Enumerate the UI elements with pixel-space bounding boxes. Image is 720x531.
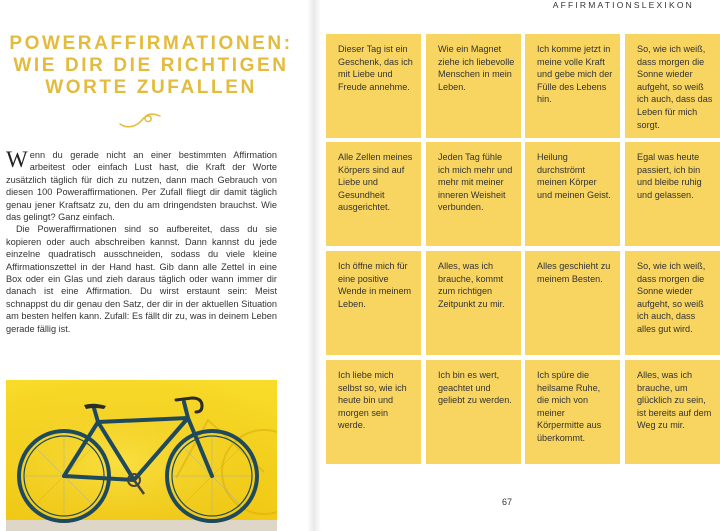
affirmation-card: Ich öffne mich für eine positive Wende in meinem Leben.	[326, 251, 421, 355]
affirmation-card: So, wie ich weiß, dass morgen die Sonne wieder aufgeht, so weiß ich auch, dass alles gut wird.	[625, 251, 720, 355]
affirmation-card: Heilung durchströmt meinen Körper und meinen Geist.	[525, 142, 620, 246]
affirmation-card: Ich bin es wert, geachtet und geliebt zu werden.	[426, 360, 521, 464]
book-spine	[307, 0, 321, 531]
affirmation-grid	[326, 34, 720, 464]
affirmation-card: Ich spüre die heilsame Ruhe, die mich von meiner Körpermitte aus überkommt.	[525, 360, 620, 464]
heading-line: WIE DIR DIE RICHTIGEN	[13, 55, 289, 76]
bicycle-photo	[6, 380, 277, 531]
heading-line: WORTE ZUFALLEN	[45, 77, 257, 98]
page-number: 67	[502, 497, 513, 507]
affirmation-card: Alles geschieht zu meinem Besten.	[525, 251, 620, 355]
paragraph-1	[6, 149, 277, 223]
paragraph-1-text: enn du gerade nicht an einer bestimmten Affirmation arbeitest oder einfach Lust hast, die Kraft der Worte zusätzlich täglich für dich zu nutzen, dann mach Gebrauch von diesen 100 Poweraffirmationen. Per Zufall fliegt dir damit täglich genau jener Kraftsatz zu, den du am dringendsten brauchst. Wie das gelingt? Ganz einfach.	[6, 150, 277, 223]
affirmation-card: Egal was heute passiert, ich bin und bleibe ruhig und gelassen.	[625, 142, 720, 246]
affirmation-card: Ich komme jetzt in meine volle Kraft und gebe mich der Fülle des Lebens hin.	[525, 34, 620, 138]
running-header: AFFIRMATIONSLEXIKON	[552, 0, 694, 10]
dropcap: W	[6, 147, 28, 172]
affirmation-card: Alle Zellen meines Körpers sind auf Liebe und Gesundheit ausgerichtet.	[326, 142, 421, 246]
affirmation-card: So, wie ich weiß, dass morgen die Sonne wieder aufgeht, so weiß ich auch, dass das Leben für mich sorgt.	[625, 34, 720, 138]
affirmation-card: Ich liebe mich selbst so, wie ich heute bin und morgen sein werde.	[326, 360, 421, 464]
affirmation-card: Alles, was ich brauche, um glücklich zu sein, ist bereits auf dem Weg zu mir.	[625, 360, 720, 464]
body-text	[6, 149, 277, 335]
decorative-swash-icon	[118, 110, 162, 132]
right-page	[321, 0, 720, 531]
section-heading	[6, 33, 296, 99]
affirmation-card: Jeden Tag fühle ich mich mehr und mehr mit meiner inneren Weisheit verbunden.	[426, 142, 521, 246]
heading-line: POWERAFFIRMATIONEN:	[9, 33, 293, 54]
bicycle-illustration-icon	[6, 380, 277, 531]
left-page	[0, 0, 307, 531]
affirmation-card: Alles, was ich brauche, kommt zum richtigen Zeitpunkt zu mir.	[426, 251, 521, 355]
affirmation-card: Wie ein Magnet ziehe ich liebevolle Menschen in mein Leben.	[426, 34, 521, 138]
paragraph-2: Die Poweraffirmationen sind so aufbereitet, dass du sie kopieren oder auch abschreiben kannst. Dann kannst du jede einzelne quadratisch ausschneiden, sodass du viele kleine Affirmationszettel in der Hand hast. Gib dann alle Zettel in eine Box oder ein Glas und zieh daraus täglich oder wann immer dir danach ist eine Affirmation. Du wirst erstaunt sein: Meist schnappst du dir genau den Satz, der dir in der aktuellen Situation am besten helfen kann. Zufall: Es fällt dir zu, was in deinem Leben gerade fällig ist.	[6, 224, 277, 334]
affirmation-card: Dieser Tag ist ein Geschenk, das ich mit Liebe und Freude annehme.	[326, 34, 421, 138]
